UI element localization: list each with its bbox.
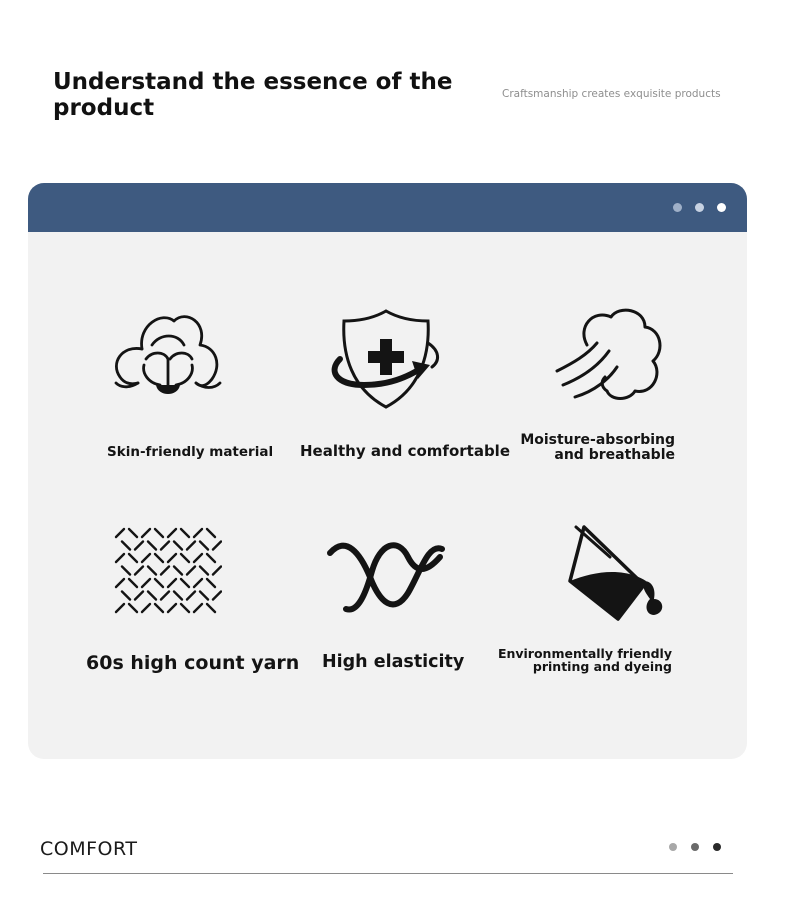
feature-label-healthy: Healthy and comfortable bbox=[300, 442, 510, 460]
yarn-stroke bbox=[142, 604, 150, 612]
yarn-stroke bbox=[129, 604, 137, 612]
yarn-stroke bbox=[174, 542, 182, 550]
yarn-stroke bbox=[116, 604, 124, 612]
header-dot-1 bbox=[673, 203, 682, 212]
yarn-stroke bbox=[194, 554, 202, 562]
yarn-stroke bbox=[207, 529, 215, 537]
yarn-stroke bbox=[168, 604, 176, 612]
elastic-wave-icon bbox=[324, 533, 448, 617]
yarn-stroke bbox=[129, 529, 137, 537]
feature-label-dyeing-line-2: printing and dyeing bbox=[532, 659, 672, 674]
footer-dot-3 bbox=[713, 843, 721, 851]
yarn-stroke bbox=[148, 592, 156, 600]
breathable-cloud-icon bbox=[553, 305, 665, 405]
yarn-stroke bbox=[116, 529, 124, 537]
feature-label-skin-friendly: Skin-friendly material bbox=[107, 444, 274, 460]
yarn-stroke bbox=[168, 554, 176, 562]
feature-label-moisture-line-1: Moisture-absorbing bbox=[520, 432, 675, 448]
yarn-stroke bbox=[155, 579, 163, 587]
feature-label-yarn: 60s high count yarn bbox=[86, 652, 300, 674]
yarn-stroke bbox=[135, 567, 143, 575]
shield-plus-icon bbox=[328, 303, 444, 415]
feature-label-elasticity: High elasticity bbox=[322, 652, 465, 672]
yarn-stroke bbox=[161, 592, 169, 600]
yarn-stroke bbox=[161, 567, 169, 575]
header-dot-3 bbox=[717, 203, 726, 212]
yarn-stroke bbox=[213, 567, 221, 575]
yarn-stroke bbox=[142, 554, 150, 562]
section-divider bbox=[43, 873, 733, 874]
footer-dot-2 bbox=[691, 843, 699, 851]
yarn-stroke bbox=[194, 529, 202, 537]
section-title: COMFORT bbox=[40, 838, 138, 860]
yarn-stroke bbox=[116, 579, 124, 587]
header-dot-2 bbox=[695, 203, 704, 212]
yarn-stroke bbox=[174, 592, 182, 600]
woven-yarn-icon bbox=[112, 525, 222, 617]
page-headline: Understand the essence of the product bbox=[53, 69, 453, 121]
features-card bbox=[28, 183, 747, 759]
yarn-stroke bbox=[207, 554, 215, 562]
feature-label-dyeing-line-1: Environmentally friendly bbox=[497, 646, 672, 661]
yarn-stroke bbox=[116, 554, 124, 562]
yarn-stroke bbox=[181, 579, 189, 587]
yarn-stroke bbox=[155, 604, 163, 612]
yarn-stroke bbox=[207, 604, 215, 612]
yarn-stroke bbox=[148, 542, 156, 550]
yarn-stroke bbox=[129, 579, 137, 587]
yarn-stroke bbox=[207, 579, 215, 587]
paint-bucket-icon bbox=[554, 523, 668, 623]
yarn-stroke bbox=[213, 542, 221, 550]
yarn-stroke bbox=[122, 567, 130, 575]
yarn-stroke bbox=[200, 592, 208, 600]
yarn-stroke bbox=[142, 529, 150, 537]
yarn-stroke bbox=[181, 554, 189, 562]
yarn-stroke bbox=[148, 567, 156, 575]
yarn-stroke bbox=[181, 604, 189, 612]
feature-label-dyeing bbox=[490, 647, 672, 673]
feature-label-moisture bbox=[503, 433, 675, 463]
yarn-stroke bbox=[194, 579, 202, 587]
yarn-stroke bbox=[187, 542, 195, 550]
footer-dot-1 bbox=[669, 843, 677, 851]
page-tagline: Craftsmanship creates exquisite products bbox=[502, 88, 721, 100]
yarn-stroke bbox=[161, 542, 169, 550]
yarn-stroke bbox=[168, 579, 176, 587]
yarn-stroke bbox=[200, 567, 208, 575]
yarn-stroke bbox=[155, 529, 163, 537]
yarn-stroke bbox=[122, 542, 130, 550]
yarn-stroke bbox=[168, 529, 176, 537]
yarn-stroke bbox=[142, 579, 150, 587]
yarn-stroke bbox=[200, 542, 208, 550]
card-header-bar bbox=[28, 183, 747, 232]
yarn-stroke bbox=[135, 542, 143, 550]
yarn-stroke bbox=[122, 592, 130, 600]
yarn-stroke bbox=[194, 604, 202, 612]
feature-label-moisture-line-2: and breathable bbox=[554, 447, 675, 463]
yarn-stroke bbox=[155, 554, 163, 562]
yarn-stroke bbox=[187, 592, 195, 600]
yarn-stroke bbox=[181, 529, 189, 537]
yarn-stroke bbox=[187, 567, 195, 575]
yarn-stroke bbox=[129, 554, 137, 562]
yarn-stroke bbox=[135, 592, 143, 600]
yarn-stroke bbox=[213, 592, 221, 600]
cotton-icon bbox=[108, 303, 228, 408]
yarn-stroke bbox=[174, 567, 182, 575]
